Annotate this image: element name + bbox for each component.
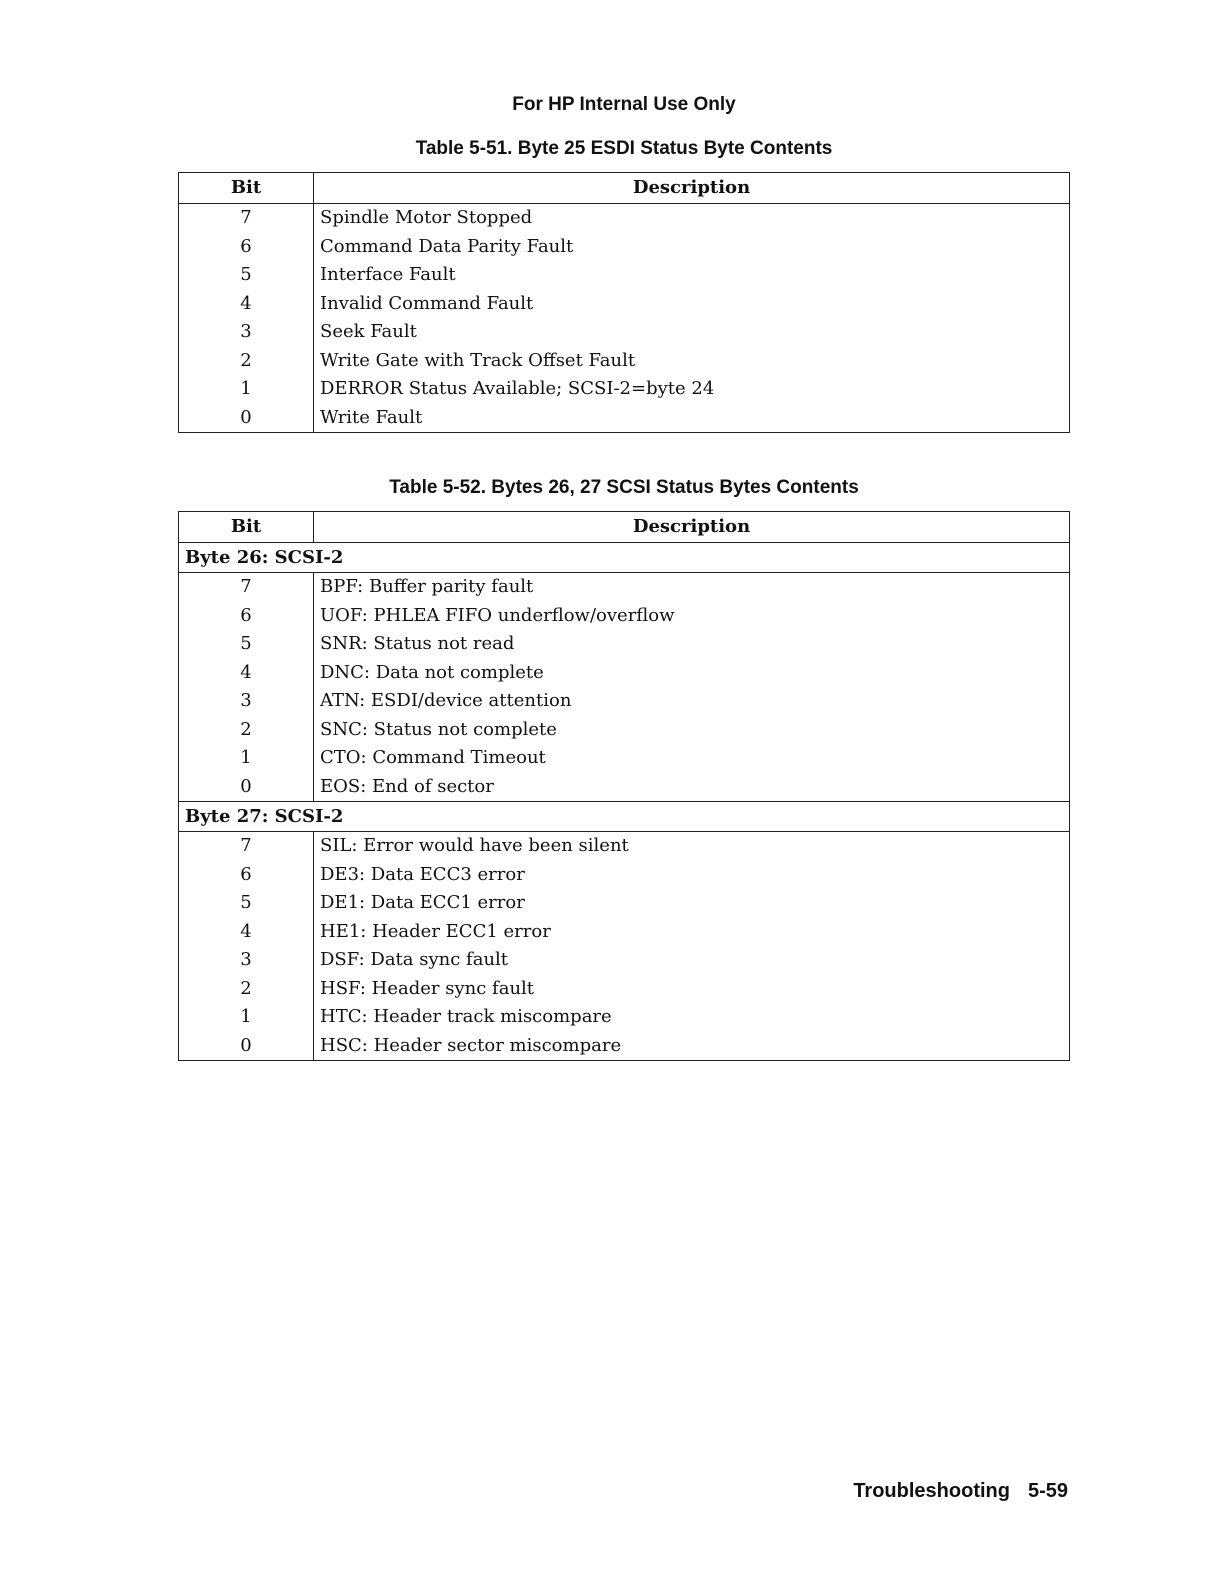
table-row [179, 918, 1070, 947]
table-row [179, 318, 1070, 347]
bit-cell: 0 [179, 773, 314, 802]
bit-cell: 3 [179, 946, 314, 975]
table-row [179, 773, 1070, 802]
bit-cell: 6 [179, 233, 314, 262]
description-cell: DERROR Status Available; SCSI-2=byte 24 [314, 375, 1070, 404]
table-5-51-caption: Table 5-51. Byte 25 ESDI Status Byte Contents [415, 138, 833, 159]
bit-cell: 5 [179, 630, 314, 659]
footer-section-title: Troubleshooting [853, 1480, 1010, 1502]
description-cell: Seek Fault [314, 318, 1070, 347]
bit-cell: 1 [179, 375, 314, 404]
description-cell: HSC: Header sector miscompare [314, 1032, 1070, 1061]
table-header-row [179, 173, 1070, 204]
bit-cell: 1 [179, 1003, 314, 1032]
bit-cell: 4 [179, 659, 314, 688]
description-cell: Interface Fault [314, 261, 1070, 290]
bit-cell: 3 [179, 687, 314, 716]
table-row [179, 375, 1070, 404]
table-row [179, 347, 1070, 376]
bit-cell: 7 [179, 204, 314, 233]
description-cell: ATN: ESDI/device attention [314, 687, 1070, 716]
table-row [179, 889, 1070, 918]
description-cell: DE3: Data ECC3 error [314, 861, 1070, 890]
bit-cell: 1 [179, 744, 314, 773]
description-cell: HSF: Header sync fault [314, 975, 1070, 1004]
table-row [179, 233, 1070, 262]
table-row [179, 290, 1070, 319]
table-5-51 [178, 172, 1070, 433]
bit-cell: 6 [179, 602, 314, 631]
table-5-52-caption: Table 5-52. Bytes 26, 27 SCSI Status Bytes Contents [389, 477, 859, 498]
description-cell: HE1: Header ECC1 error [314, 918, 1070, 947]
description-cell: BPF: Buffer parity fault [314, 573, 1070, 602]
description-cell: Write Fault [314, 404, 1070, 433]
page-footer [835, 1480, 1068, 1503]
bit-cell: 4 [179, 290, 314, 319]
description-cell: Spindle Motor Stopped [314, 204, 1070, 233]
table-row [179, 659, 1070, 688]
page-header: For HP Internal Use Only [512, 94, 736, 115]
bit-cell: 7 [179, 832, 314, 861]
description-cell: HTC: Header track miscompare [314, 1003, 1070, 1032]
table-row [179, 861, 1070, 890]
table-row [179, 602, 1070, 631]
description-cell: Command Data Parity Fault [314, 233, 1070, 262]
group-label: Byte 27: SCSI-2 [179, 802, 1070, 832]
bit-cell: 0 [179, 1032, 314, 1061]
bit-cell: 5 [179, 261, 314, 290]
bit-cell: 5 [179, 889, 314, 918]
description-cell: CTO: Command Timeout [314, 744, 1070, 773]
table-row [179, 975, 1070, 1004]
group-label: Byte 26: SCSI-2 [179, 543, 1070, 573]
bit-cell: 0 [179, 404, 314, 433]
description-cell: DE1: Data ECC1 error [314, 889, 1070, 918]
column-header-bit: Bit [179, 512, 314, 543]
table-row [179, 204, 1070, 233]
table-5-52 [178, 511, 1070, 1061]
group-row-byte-26 [179, 543, 1070, 573]
description-cell: SNC: Status not complete [314, 716, 1070, 745]
description-cell: SIL: Error would have been silent [314, 832, 1070, 861]
description-cell: UOF: PHLEA FIFO underflow/overflow [314, 602, 1070, 631]
table-row [179, 687, 1070, 716]
table-row [179, 1003, 1070, 1032]
description-cell: DSF: Data sync fault [314, 946, 1070, 975]
description-cell: Write Gate with Track Offset Fault [314, 347, 1070, 376]
bit-cell: 2 [179, 975, 314, 1004]
table-row [179, 744, 1070, 773]
description-cell: SNR: Status not read [314, 630, 1070, 659]
bit-cell: 2 [179, 347, 314, 376]
bit-cell: 3 [179, 318, 314, 347]
table-row [179, 630, 1070, 659]
bit-cell: 6 [179, 861, 314, 890]
table-row [179, 946, 1070, 975]
column-header-bit: Bit [179, 173, 314, 204]
table-row [179, 832, 1070, 861]
description-cell: EOS: End of sector [314, 773, 1070, 802]
table-row [179, 404, 1070, 433]
column-header-description: Description [314, 512, 1070, 543]
bit-cell: 4 [179, 918, 314, 947]
bit-cell: 7 [179, 573, 314, 602]
table-header-row [179, 512, 1070, 543]
table-row [179, 261, 1070, 290]
description-cell: Invalid Command Fault [314, 290, 1070, 319]
group-row-byte-27 [179, 802, 1070, 832]
description-cell: DNC: Data not complete [314, 659, 1070, 688]
column-header-description: Description [314, 173, 1070, 204]
table-row [179, 573, 1070, 602]
footer-page-number: 5-59 [1027, 1480, 1068, 1502]
bit-cell: 2 [179, 716, 314, 745]
table-row [179, 716, 1070, 745]
table-row [179, 1032, 1070, 1061]
